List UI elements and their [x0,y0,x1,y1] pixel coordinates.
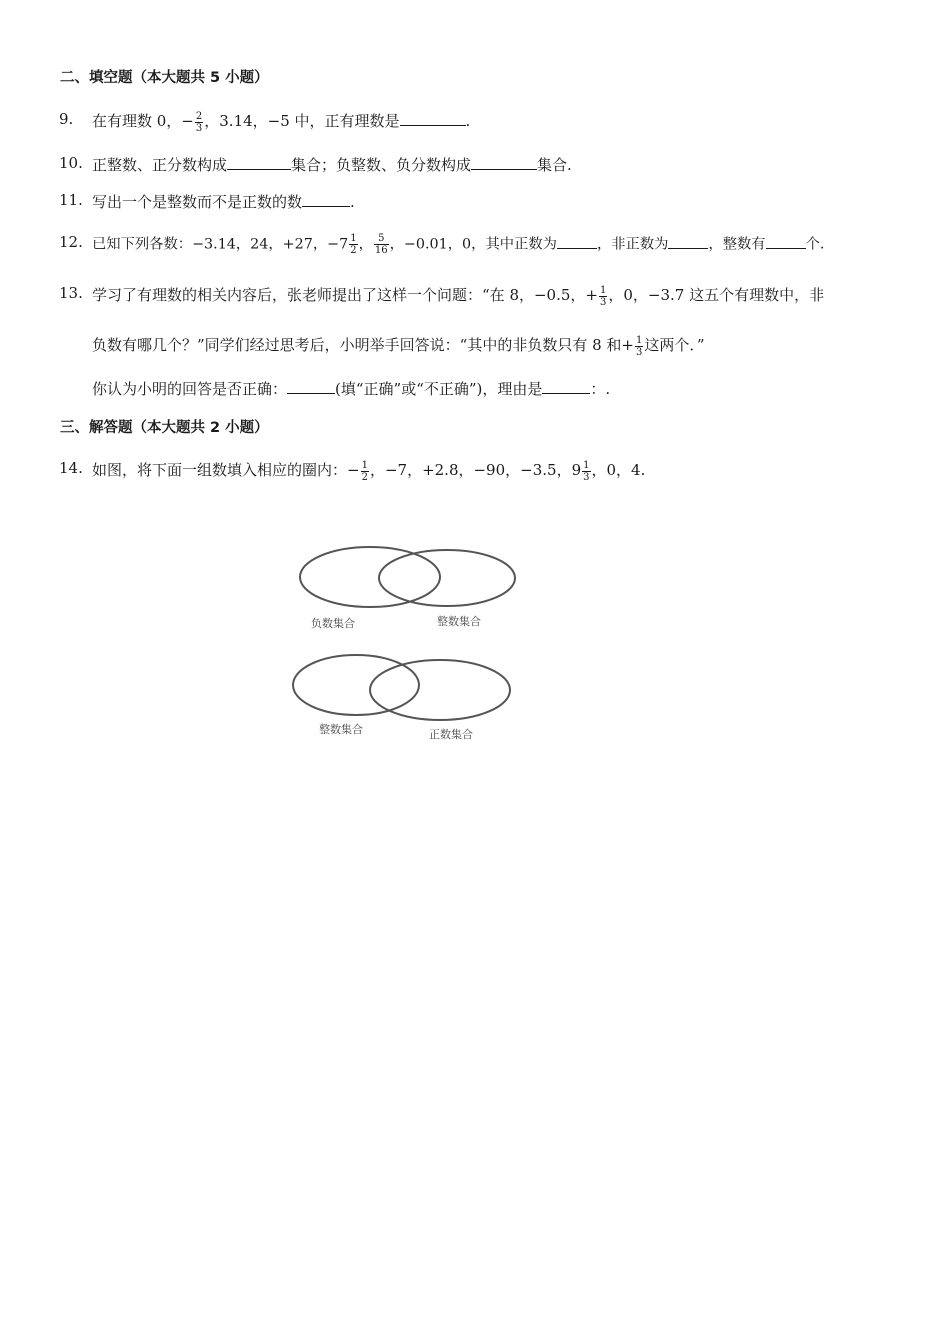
negative-set-label: 负数集合 [311,617,355,630]
question-number: 12. [59,233,83,251]
venn-figure [285,540,525,745]
answer-blank[interactable] [668,234,708,249]
negative-set-ellipse[interactable] [300,547,440,607]
section-3-title: 三、解答题（本大题共 2 小题） [60,420,269,436]
text: 在有理数 0，− [92,112,194,130]
fraction: $\frac{1}{2}$ [361,459,368,483]
venn-diagram [285,540,525,745]
integer-set-label-bottom: 整数集合 [319,723,363,736]
positive-set-ellipse[interactable] [370,660,510,720]
positive-set-label: 正数集合 [429,728,473,741]
section-2-title: 二、填空题（本大题共 5 小题） [60,70,269,86]
answer-blank[interactable] [287,379,335,394]
question-number: 10. [59,154,83,172]
answer-blank[interactable] [400,111,466,126]
integer-set-ellipse-bottom[interactable] [293,655,419,715]
text: ，3.14，−5 中，正有理数是 [204,112,400,130]
question-number: 14. [59,459,83,477]
answer-blank[interactable] [471,155,537,170]
integer-set-ellipse-top[interactable] [379,550,515,606]
answer-blank[interactable] [766,234,806,249]
integer-set-label-top: 整数集合 [437,615,481,628]
question-number: 9. [59,110,74,128]
answer-blank[interactable] [542,379,590,394]
answer-blank[interactable] [557,234,597,249]
question-number: 11. [59,191,83,209]
fraction: $\frac{5}{16}$ [374,233,388,256]
answer-blank[interactable] [302,192,350,207]
fraction: $\frac{1}{3}$ [636,334,643,358]
fraction: $\frac{2}{3}$ [195,110,203,134]
fraction: $\frac{1}{2}$ [350,233,357,256]
question-number: 13. [59,284,83,302]
fraction: $\frac{1}{3}$ [599,284,607,308]
answer-blank[interactable] [227,155,291,170]
fraction: $\frac{1}{3}$ [583,459,590,483]
